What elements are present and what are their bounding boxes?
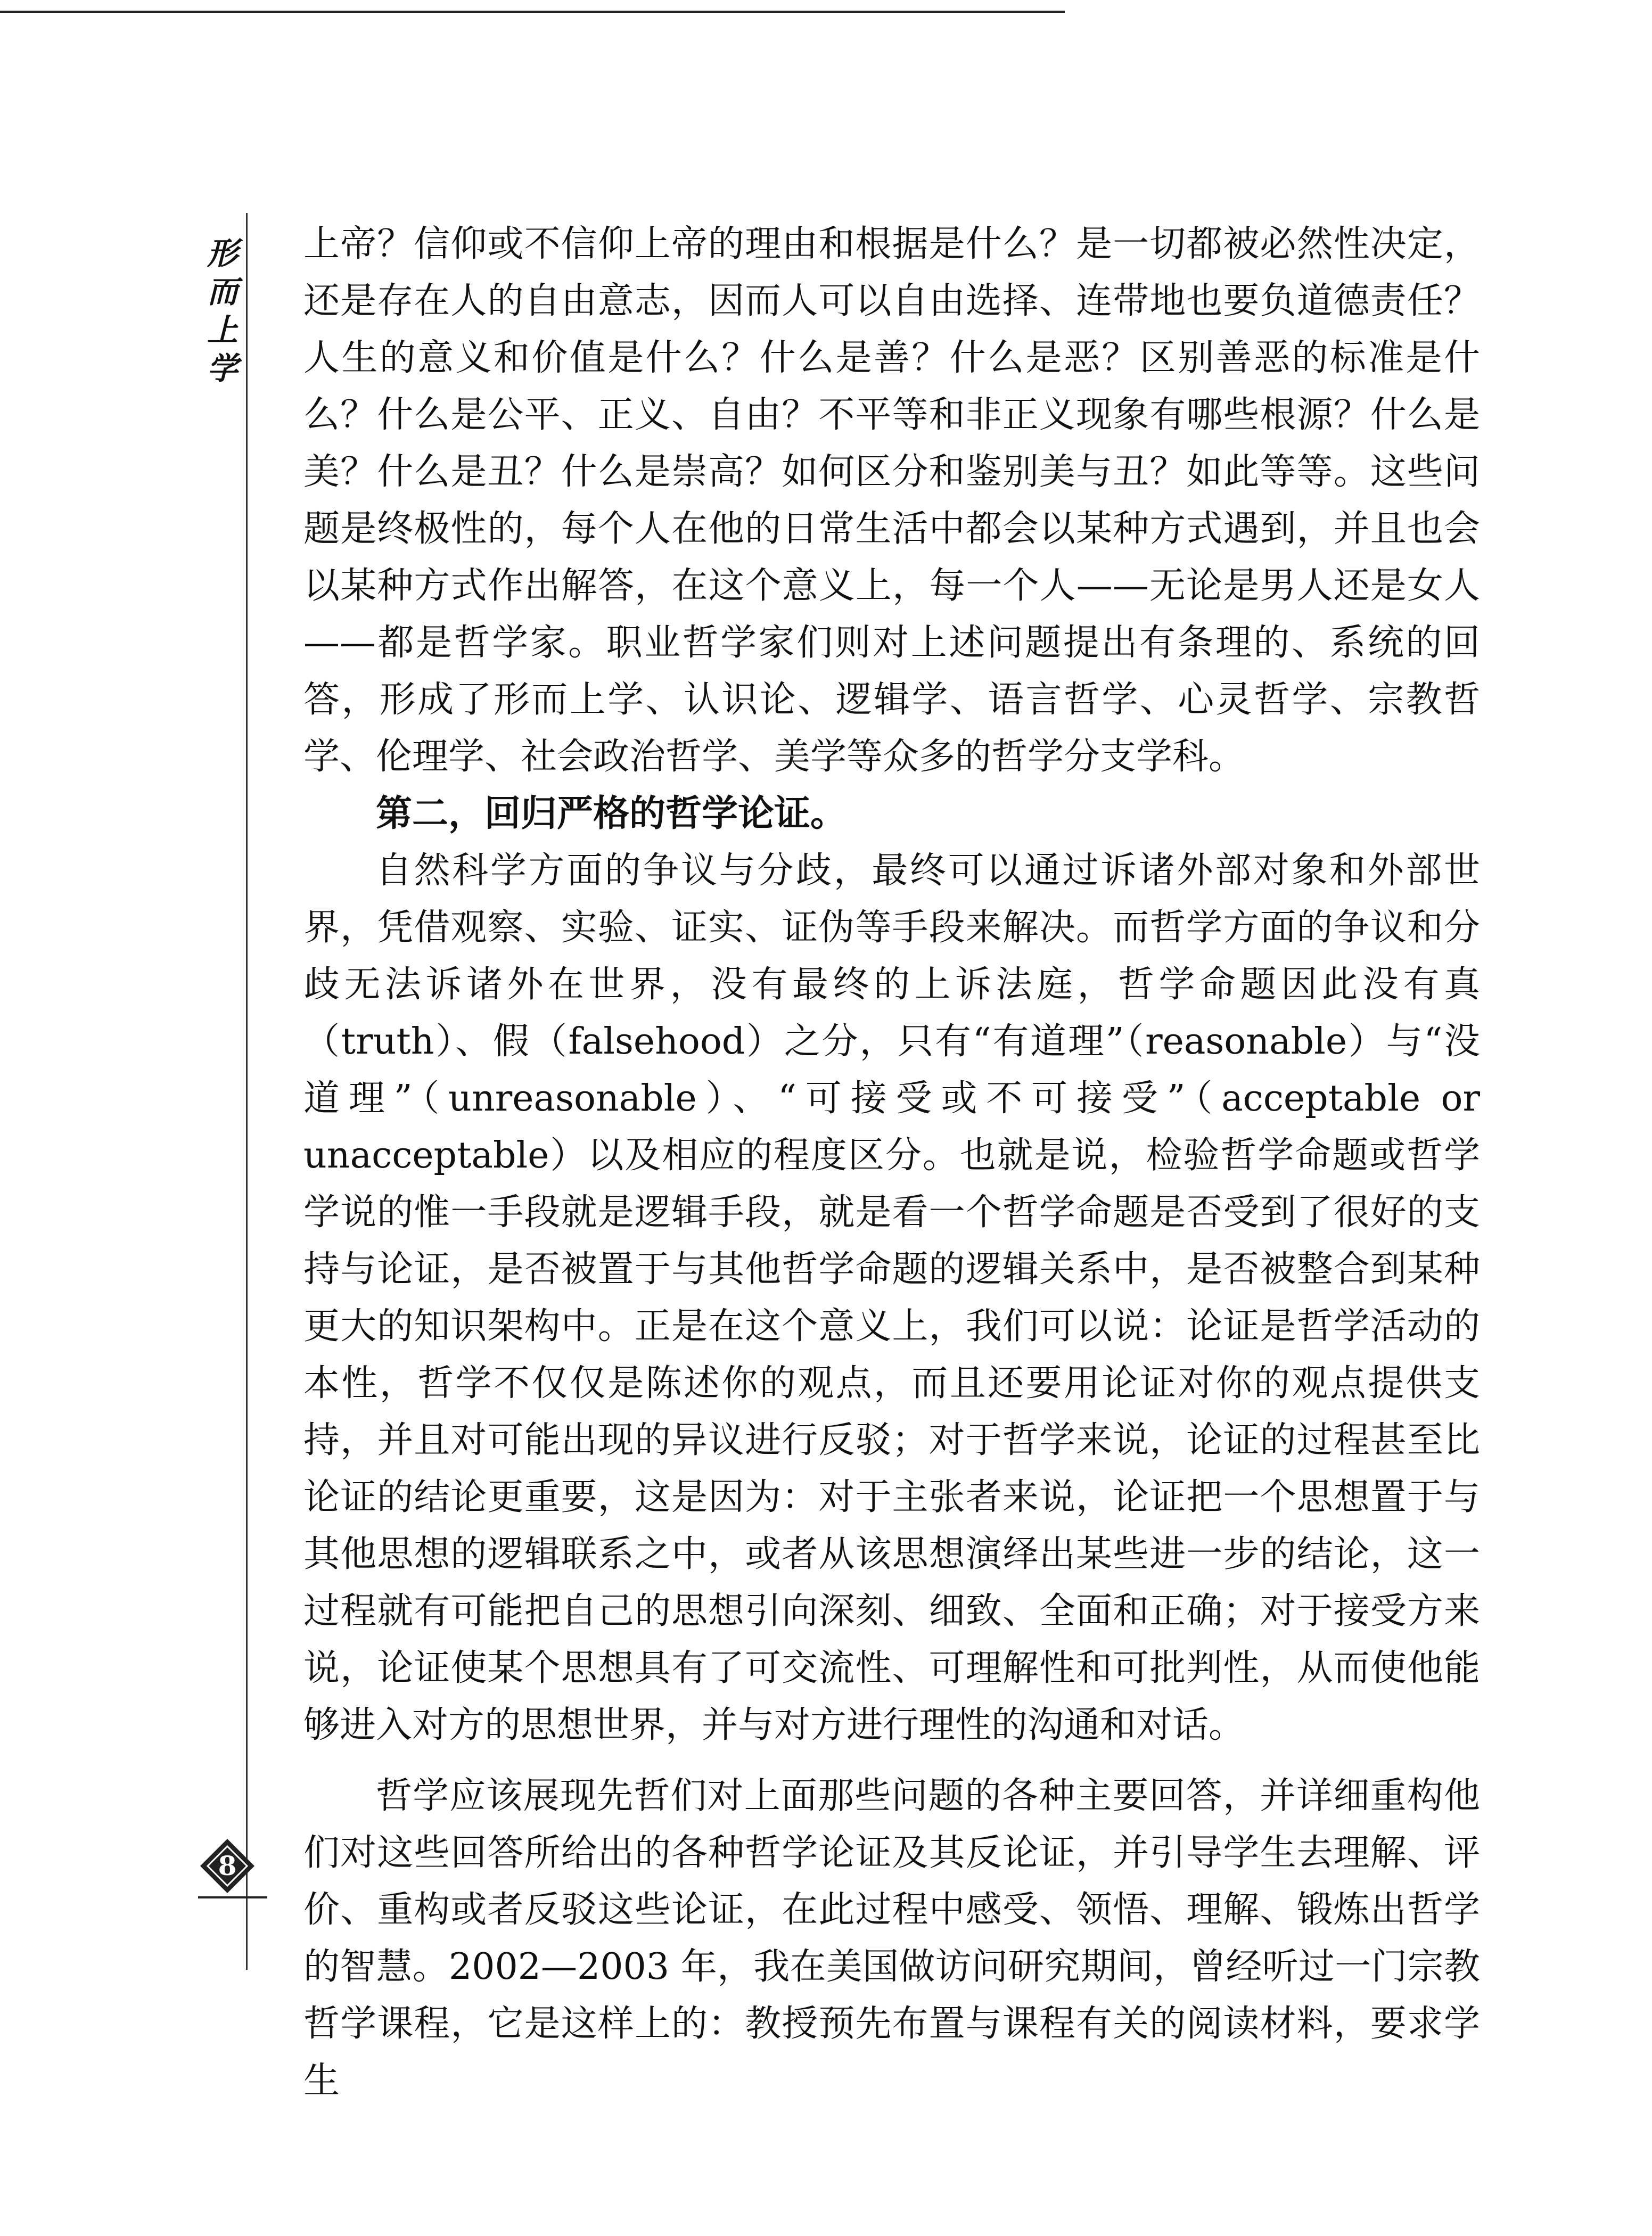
bottom-rule <box>198 1896 267 1898</box>
margin-rule <box>246 213 248 1970</box>
running-head: 形而上学 <box>207 235 238 387</box>
page-number: 8 <box>218 1850 237 1881</box>
body-text <box>303 216 1480 2109</box>
paragraph-continued: 上帝？信仰或不信仰上帝的理由和根据是什么？是一切都被必然性决定，还是存在人的自由意志，因而人可以自由选择、连带地也要负道德责任？人生的意义和价值是什么？什么是善？什么是恶？区别善恶的标准是什么？什么是公平、正义、自由？不平等和非正义现象有哪些根源？什么是美？什么是丑？什么是崇高？如何区分和鉴别美与丑？如此等等。这些问题是终极性的，每个人在他的日常生活中都会以某种方式遇到，并且也会以某种方式作出解答，在这个意义上，每一个人——无论是男人还是女人——都是哲学家。职业哲学家们则对上述问题提出有条理的、系统的回答，形成了形而上学、认识论、逻辑学、语言哲学、心灵哲学、宗教哲学、伦理学、社会政治哲学、美学等众多的哲学分支学科。 <box>303 223 1480 778</box>
top-rule <box>0 11 1065 13</box>
paragraph: 自然科学方面的争议与分歧，最终可以通过诉诸外部对象和外部世界，凭借观察、实验、证实、证伪等手段来解决。而哲学方面的争议和分歧无法诉诸外在世界，没有最终的上诉法庭，哲学命题因此没有真（truth）、假（falsehood）之分，只有“有道理”（reasonable）与“没道理”（unreasonable）、“可接受或不可接受”（acceptable or unacceptable）以及相应的程度区分。也就是说，检验哲学命题或哲学学说的惟一手段就是逻辑手段，就是看一个哲学命题是否受到了很好的支持与论证，是否被置于与其他哲学命题的逻辑关系中，是否被整合到某种更大的知识架构中。正是在这个意义上，我们可以说：论证是哲学活动的本性，哲学不仅仅是陈述你的观点，而且还要用论证对你的观点提供支持，并且对可能出现的异议进行反驳；对于哲学来说，论证的过程甚至比论证的结论更重要，这是因为：对于主张者来说，论证把一个思想置于与其他思想的逻辑联系之中，或者从该思想演绎出某些进一步的结论，这一过程就有可能把自己的思想引向深刻、细致、全面和正确；对于接受方来说，论证使某个思想具有了可交流性、可理解性和可批判性，从而使他能够进入对方的思想世界，并与对方进行理性的沟通和对话。 <box>303 850 1480 1746</box>
paragraph: 哲学应该展现先哲们对上面那些问题的各种主要回答，并详细重构他们对这些回答所给出的各种哲学论证及其反论证，并引导学生去理解、评价、重构或者反驳这些论证，在此过程中感受、领悟、理解、锻炼出哲学的智慧。2002—2003 年，我在美国做访问研究期间，曾经听过一门宗教哲学课程，它是这样上的：教授预先布置与课程有关的阅读材料，要求学生 <box>303 1775 1480 2102</box>
section-heading: 第二，回归严格的哲学论证。 <box>376 792 847 835</box>
